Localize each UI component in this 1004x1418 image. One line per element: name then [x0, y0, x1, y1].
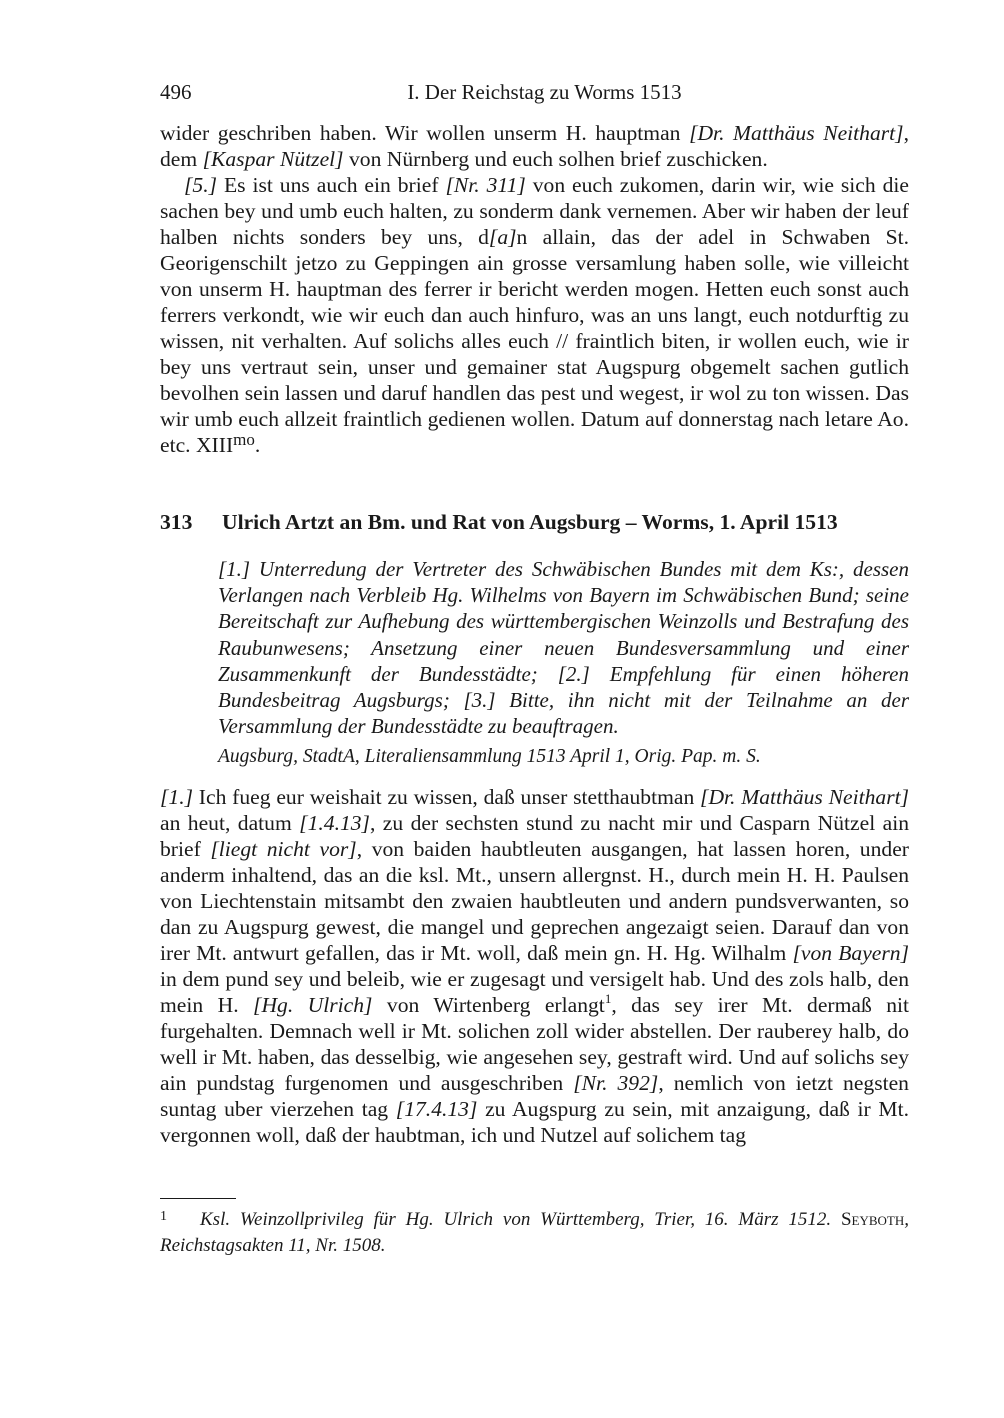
footnote-divider — [160, 1198, 236, 1199]
editorial-insertion: [Dr. Matthäus Neithart] — [700, 785, 909, 809]
paragraph-1: [1.] Ich fueg eur weishait zu wissen, daß unser stetthaubtman [Dr. Matthäus Neithart] an heut, datum [1.4.13], zu der sechsten stund zu nacht mir und Casparn Nützel ain brief [liegt nicht vor], von baiden haubtleuten ausgangen, hat lassen horen, under anderm inhaltend, das an die ksl. Mt., unsern allergnst. H., durch mein H. H. Paulsen von Liechtenstain mitsambt den zwaien haubtleuten und andern pundsverwanten, so dan zu Augspurg gewest, die mangel und geprechen angezaigt seien. Darauf dan von irer Mt. antwurt gefallen, das ir Mt. woll, daß mein gn. H. Hg. Wilhalm [von Bayern] in dem pund sey und beleib, wie er zugesagt und versigelt hab. Und des zols halb, den mein H. [Hg. Ulrich] von Wirtenberg erlangt$^1$, das sey irer Mt. dermaß nit furgehalten. Demnach well ir Mt. solichen zoll wider abstellen. Der rauberey halb, do well ir Mt. haben, das desselbig, wie angesehen sey, gestraft wird. Und auf solichs sey ain pundstag furgenomen und ausgeschriben [Nr. 392], nemlich von ietzt negsten suntag uber vierzehen tag [17.4.13] zu Augspurg zu sein, mit anzaigung, daß ir Mt. vergonnen woll, daß der haubtman, ich und Nutzel auf solichem tag — [160, 785, 910, 1147]
page-header — [160, 80, 909, 110]
running-title: I. Der Reichstag zu Worms 1513 — [407, 80, 682, 104]
document-number: 313 — [160, 510, 193, 534]
continued-letter-text — [160, 120, 909, 458]
editorial-insertion: [1.4.13] — [299, 811, 370, 835]
editorial-insertion: [Kaspar Nützel] — [202, 147, 344, 171]
footnote-text: Ksl. Weinzollprivileg für Hg. Ulrich von Württemberg, Trier, 16. März 1512. — [200, 1209, 841, 1230]
editorial-insertion: [Nr. 392] — [573, 1071, 659, 1095]
document-title: Ulrich Artzt an Bm. und Rat von Augsburg – Worms, 1. April 1513 — [222, 510, 838, 534]
footnote-author: Seyboth — [840, 1209, 905, 1230]
editorial-insertion: [Dr. Matthäus Neithart] — [689, 121, 904, 145]
editorial-insertion: [a] — [488, 225, 517, 249]
paragraph-closing-4: wider geschriben haben. Wir wollen unserm H. hauptman [Dr. Matthäus Neithart], dem [Kaspar Nützel] von Nürnberg und euch solhen brief zuschicken. — [160, 121, 909, 171]
document-regest: [1.] Unterredung der Vertreter des Schwäbischen Bundes mit dem Ks:, dessen Verlangen nach Verbleib Hg. Wilhelms von Bayern im Schwäbischen Bund; seine Bereitschaft zur Aufhebung des württembergischen Weinzolls und Bestrafung des Raubunwesens; Ansetzung einer neuen Bundesversammlung und einer Zusammenkunft der Bundesstädte; [2.] Empfehlung für einen höheren Bundesbeitrag Augsburgs; [3.] Bitte, ihn nicht mit der Teilnahme an der Versammlung der Bundesstädte zu beauftragen. — [218, 557, 909, 739]
footnote-1 — [160, 1204, 909, 1259]
section-marker: [1.] — [160, 785, 194, 809]
archival-source: Augsburg, StadtA, Literaliensammlung 1513 April 1, Orig. Pap. m. S. — [218, 746, 761, 767]
editorial-insertion: [Hg. Ulrich] — [253, 993, 373, 1017]
footnote-reference[interactable]: 1 — [604, 991, 612, 1006]
footnote-reference-text: , Reichstagsakten 11, Nr. 1508. — [160, 1209, 909, 1256]
section-marker: [5.] — [184, 173, 218, 197]
editorial-insertion: [17.4.13] — [395, 1097, 478, 1121]
letter-text — [160, 784, 909, 1148]
editorial-insertion: [von Bayern] — [792, 941, 909, 965]
superscript: mo — [233, 430, 255, 449]
page-number: 496 — [160, 80, 192, 104]
document-heading — [160, 508, 909, 536]
editorial-insertion: [liegt nicht vor] — [210, 837, 357, 861]
paragraph-5: [5.] Es ist uns auch ein brief [Nr. 311] von euch zukomen, darin wir, wie sich die sachen bey und umb euch halten, zu sonderm dank vernemen. Aber wir haben der leuf halben nichts sonders bey uns, d[a]n allain, das der adel in Schwaben St. Georigenschilt jetzo zu Geppingen ain grosse versamlung haben solle, wie villeicht von unserm H. hauptman des ferrer ir bericht werden mogen. Hetten euch sonst auch ferrers verkondt, wie wir euch dan auch hinfuro, was an uns langt, euch notdurftig zu wissen, nit verhalten. Auf solichs alles euch // fraintlich biten, ir wollen euch, wie ir bey uns vertraut sein, unser und gemainer stat Augspurg obgemelt sachen gutlich bevolhen sein lassen und daruf handlen das pest und wegest, ir wol zu ton wissen. Das wir umb euch allzeit fraintlich gedienen wollen. Datum auf donnerstag nach letare Ao. etc. $XIII^{mo}$. — [160, 173, 909, 457]
footnote-number: 1 — [160, 1209, 167, 1224]
editorial-insertion: [Nr. 311] — [445, 173, 526, 197]
